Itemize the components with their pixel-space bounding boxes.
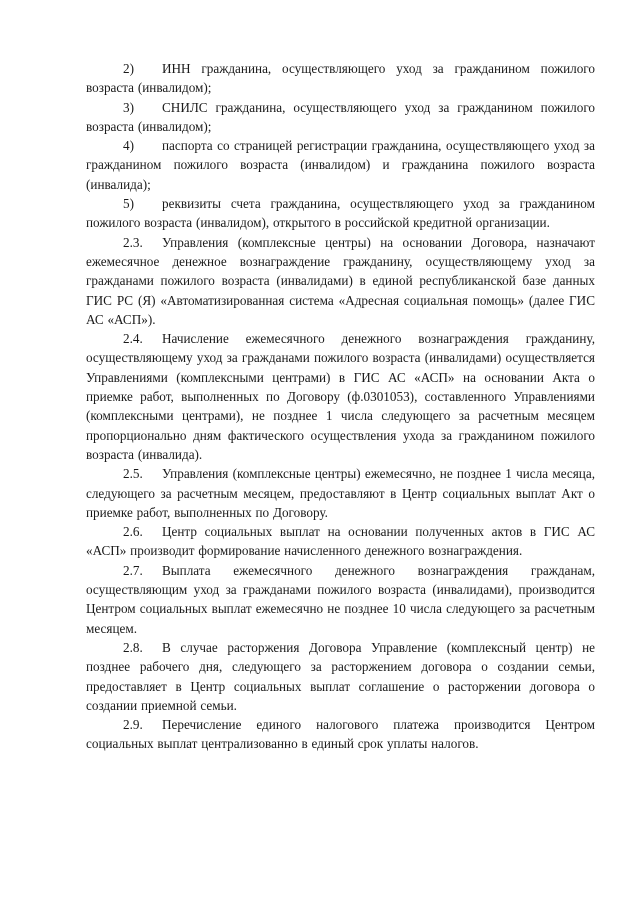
section-paragraph <box>86 233 595 329</box>
item-text: паспорта со страницей регистрации гражданина, осуществляющего уход за гражданином пожилого возраста (инвалидом) и гражданина пожилого возраста (инвалида); <box>86 138 595 192</box>
section-paragraph <box>86 561 595 638</box>
item-text: СНИЛС гражданина, осуществляющего уход за гражданином пожилого возраста (инвалидом); <box>86 99 595 134</box>
section-text: В случае расторжения Договора Управление (комплексный центр) не позднее рабочего дня, следующего за расторжением договора о создании семьи, предоставляет в Центр социальных выплат соглашение о расторжении договора о создании приемной семьи. <box>86 639 595 713</box>
item-text: реквизиты счета гражданина, осуществляющего уход за гражданином пожилого возраста (инвалидом), открытого в российской кредитной организации. <box>86 196 595 231</box>
section-number: 2.9. <box>123 717 143 733</box>
section-text: Начисление ежемесячного денежного вознаграждения гражданину, осуществляющему уход за гражданами пожилого возраста (инвалидами) осуществляется Управлениями (комплексными центрами) в ГИС АС «АСП» на основании Акта о приемке работ, выполненных по Договору (ф.0301053), составленного Управлениями (комплексными центрами), не позднее 1 числа следующего за расчетным месяцем пропорционально дням фактического осуществления ухода за гражданином пожилого возраста (инвалида). <box>86 331 595 462</box>
section-text: Управления (комплексные центры) ежемесячно, не позднее 1 числа месяца, следующего за расчетным месяцем, предоставляют в Центр социальных выплат Акт о приемке работ, выполненных по Договору. <box>86 466 595 520</box>
list-item <box>86 136 595 194</box>
section-number: 2.8. <box>123 639 143 655</box>
section-number: 2.7. <box>123 562 143 578</box>
section-paragraph <box>86 715 595 754</box>
list-item <box>86 194 595 233</box>
section-number: 2.5. <box>123 466 143 482</box>
item-number: 4) <box>123 138 134 154</box>
item-number: 2) <box>123 61 134 76</box>
item-number: 5) <box>123 196 134 212</box>
list-item <box>86 59 595 98</box>
section-paragraph <box>86 522 595 561</box>
section-number: 2.4. <box>123 331 143 347</box>
section-text: Перечисление единого налогового платежа производится Центром социальных выплат централизованно в единый срок уплаты налогов. <box>86 717 595 752</box>
section-number: 2.6. <box>123 524 143 540</box>
item-number: 3) <box>123 99 134 115</box>
section-paragraph <box>86 638 595 715</box>
section-paragraph <box>86 329 595 464</box>
list-item <box>86 98 595 137</box>
section-text: Выплата ежемесячного денежного вознаграждения гражданам, осуществляющим уход за гражданами пожилого возраста (инвалидами), производится Центром социальных выплат ежемесячно не позднее 10 числа следующего за расчетным месяцем. <box>86 562 595 636</box>
document-body <box>86 59 595 754</box>
section-text: Центр социальных выплат на основании полученных актов в ГИС АС «АСП» производит формирование начисленного денежного вознаграждения. <box>86 524 595 559</box>
section-text: Управления (комплексные центры) на основании Договора, назначают ежемесячное денежное вознаграждение гражданину, осуществляющему уход за гражданами пожилого возраста (инвалидами) в единой республиканской базе данных ГИС РС (Я) «Автоматизированная система «Адресная социальная помощь» (далее ГИС АС «АСП»). <box>86 234 595 327</box>
item-text: ИНН гражданина, осуществляющего уход за гражданином пожилого возраста (инвалидом); <box>86 61 595 96</box>
section-paragraph <box>86 464 595 522</box>
section-number: 2.3. <box>123 234 143 250</box>
